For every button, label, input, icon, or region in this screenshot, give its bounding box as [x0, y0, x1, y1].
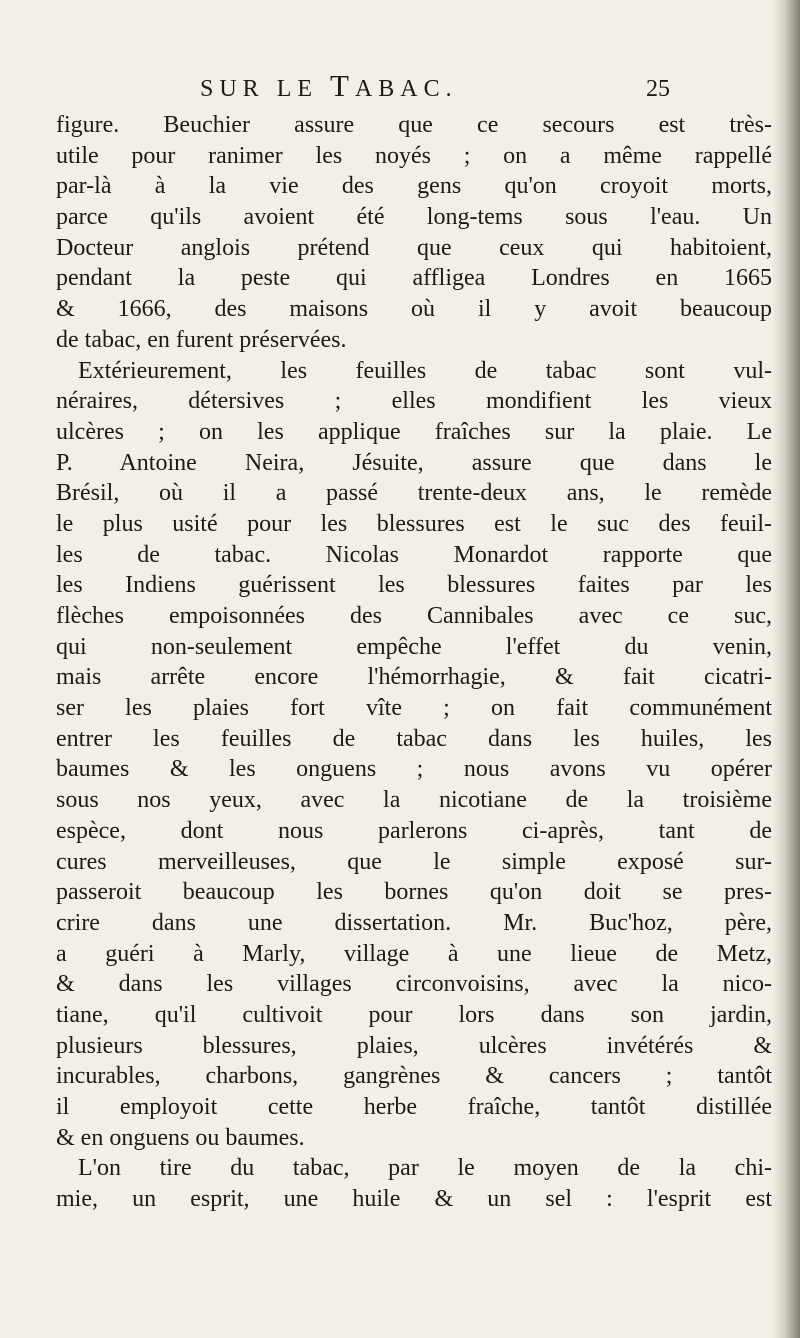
text-line: le plus usité pour les blessures est le suc des feuil-: [56, 510, 772, 537]
text-line: ulcères ; on les applique fraîches sur la plaie. Le: [56, 418, 772, 445]
running-title: [200, 68, 458, 104]
text-line: par-là à la vie des gens qu'on croyoit morts,: [56, 173, 772, 200]
text-line: & dans les villages circonvoisins, avec la nico-: [56, 971, 772, 998]
text-line: L'on tire du tabac, par le moyen de la chi-: [78, 1155, 772, 1182]
text-line: les de tabac. Nicolas Monardot rapporte que: [56, 541, 772, 568]
text-line: entrer les feuilles de tabac dans les huiles, les: [56, 725, 772, 752]
text-line: Brésil, où il a passé trente-deux ans, le remède: [56, 480, 772, 507]
text-line: les Indiens guérissent les blessures faites par les: [56, 572, 772, 599]
text-line: utile pour ranimer les noyés ; on a même rappellé: [56, 142, 772, 169]
binding-shadow: [772, 0, 800, 1338]
text-line: mie, un esprit, une huile & un sel : l'esprit est: [56, 1186, 772, 1213]
text-line: qui non-seulement empêche l'effet du venin,: [56, 633, 772, 660]
text-line: baumes & les onguens ; nous avons vu opérer: [56, 756, 772, 783]
running-head: [200, 68, 670, 104]
text-line: figure. Beuchier assure que ce secours est très-: [56, 112, 772, 138]
text-line: plusieurs blessures, plaies, ulcères invétérés &: [56, 1032, 772, 1059]
text-line: pendant la peste qui affligea Londres en 1665: [56, 265, 772, 292]
text-line: néraires, détersives ; elles mondifient les vieux: [56, 388, 772, 415]
text-line: crire dans une dissertation. Mr. Buc'hoz, père,: [56, 909, 772, 936]
text-line: passeroit beaucoup les bornes qu'on doit se pres-: [56, 879, 772, 906]
running-title-prefix: SUR LE: [200, 76, 331, 102]
text-line: a guéri à Marly, village à une lieue de Metz,: [56, 940, 772, 967]
text-line: flèches empoisonnées des Cannibales avec ce suc,: [56, 603, 772, 629]
text-line: incurables, charbons, gangrènes & cancers ; tantôt: [56, 1063, 772, 1090]
text-line: & en onguens ou baumes.: [56, 1124, 305, 1151]
text-line: mais arrête encore l'hémorrhagie, & fait cicatri-: [56, 664, 772, 691]
text-line: il employoit cette herbe fraîche, tantôt distillée: [56, 1094, 772, 1120]
text-line: P. Antoine Neira, Jésuite, assure que dans le: [56, 449, 772, 476]
text-line: Extérieurement, les feuilles de tabac sont vul-: [78, 357, 772, 384]
running-title-rest: ABAC.: [354, 76, 458, 102]
text-line: de tabac, en furent préservées.: [56, 326, 347, 353]
text-line: parce qu'ils avoient été long-tems sous l'eau. Un: [56, 204, 772, 231]
text-line: sous nos yeux, avec la nicotiane de la troisième: [56, 787, 772, 814]
text-line: espèce, dont nous parlerons ci-après, tant de: [56, 817, 772, 844]
text-line: tiane, qu'il cultivoit pour lors dans son jardin,: [56, 1001, 772, 1028]
page-number: 25: [646, 76, 670, 102]
running-title-capital: T: [330, 68, 355, 103]
text-line: Docteur anglois prétend que ceux qui habitoient,: [56, 234, 772, 261]
text-line: & 1666, des maisons où il y avoit beaucoup: [56, 296, 772, 323]
text-line: ser les plaies fort vîte ; on fait communément: [56, 695, 772, 722]
text-line: cures merveilleuses, que le simple exposé sur-: [56, 848, 772, 875]
body-text: [56, 110, 772, 1215]
